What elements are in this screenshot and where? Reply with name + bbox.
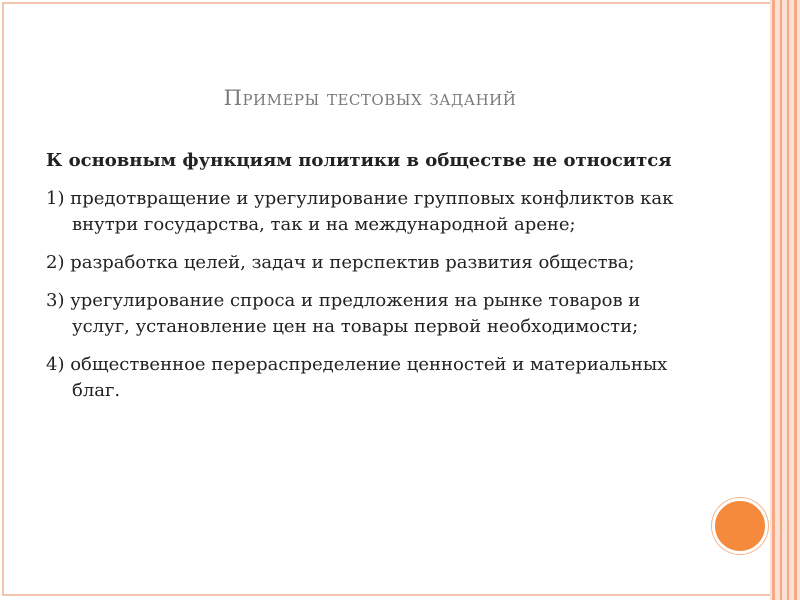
frame-bottom-line [2,594,772,596]
slide-title: Примеры тестовых заданий [223,86,517,110]
slide-body [46,148,696,416]
right-stripe-line [772,0,775,600]
answer-option-1: 1) предотвращение и урегулирование групповых конфликтов как внутри государства, так и на международной арене; [46,188,674,235]
right-stripe-line [787,0,789,600]
answer-option-3: 3) урегулирование спроса и предложения на рынке товаров и услуг, установление цен на товары первой необходимости; [46,290,641,337]
answer-option-2: 2) разработка целей, задач и перспектив развития общества; [46,252,635,273]
answer-option-4: 4) общественное перераспределение ценностей и материальных благ. [46,354,668,401]
question-text: К основным функциям политики в обществе не относится [46,150,672,171]
frame-top-line [2,2,772,4]
right-stripe-line [794,0,797,600]
orange-circle-decoration [712,498,768,554]
frame-left-line [2,2,4,596]
right-stripe-line [780,0,782,600]
